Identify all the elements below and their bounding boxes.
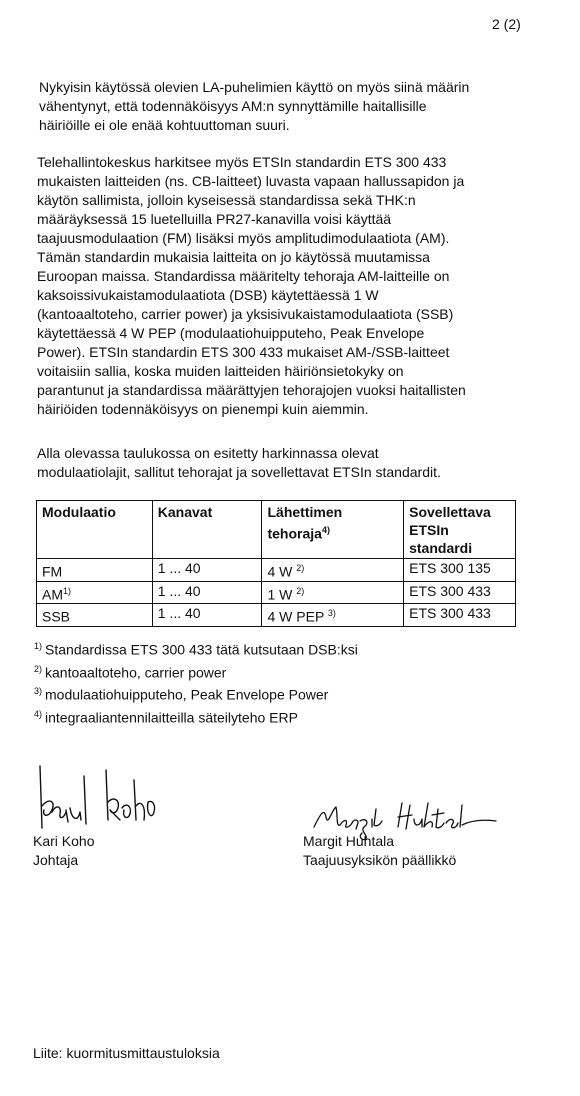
header-standard: Sovellettava ETSIn standardi (404, 501, 516, 559)
cell-standard: ETS 300 433 (404, 581, 516, 604)
signatory-left-name: Kari Koho (33, 833, 95, 849)
header-modulation: Modulaatio (37, 501, 153, 559)
footnote: $^{3)}$ modulaatiohuipputeho, Peak Envelope Power (34, 686, 329, 703)
cell-power: 4 W PEP $^{3)}$ (262, 604, 404, 627)
cell-modulation: AM$^{1)}$ (37, 581, 153, 604)
modulation-table (36, 500, 516, 627)
cell-power: 1 W $^{2)}$ (262, 581, 404, 604)
cell-channels: 1 ... 40 (152, 581, 262, 604)
signatory-right-name: Margit Huhtala (303, 833, 395, 849)
signatory-left-title: Johtaja (33, 852, 79, 868)
paragraph-table-intro: Alla olevassa taulukossa on esitetty harkinnassa olevat modulaatiolajit, sallitut tehorajat ja sovellettavat ETSIn standardit. (37, 445, 441, 480)
cell-standard: ETS 300 433 (404, 604, 516, 627)
table-header-row (37, 501, 516, 559)
header-channels: Kanavat (152, 501, 262, 559)
signatory-right (303, 832, 456, 870)
signatory-left (33, 832, 94, 870)
paragraph-main: Telehallintokeskus harkitsee myös ETSIn standardin ETS 300 433 mukaisten laitteiden (ns. CB-laitteet) luvasta vapaan hallussapidon ja käytön sallimista, jolloin kyseisessä standardissa sekä THK:n määräyksessä 15 luetelluilla PR27-kanavilla voisi käyttää taajuusmodulaation (FM) lisäksi myös amplitudimodulaatiota (AM). Tämän standardin mukaisia laitteita on jo käytössä muutamissa Euroopan maissa. Standardissa määritelty tehoraja AM-laitteille on kaksoissivukaistamodulaatiota (DSB) käytettäessä 1 W (kantoaaltoteho, carrier power) ja yksisivukaistamodulaatiota (SSB) käytettäessä 4 W PEP (modulaatiohuipputeho, Peak Envelope Power). ETSIn standardin ETS 300 433 mukaiset AM-/SSB-laitteet voitaisiin sallia, koska muiden laitteiden häiriönsietokyky on parantunut ja standardissa määrättyjen tehorajojen vuoksi haitallisten häiriöiden todennäköisyys on pienempi kuin aiemmin. (37, 154, 466, 417)
paragraph-intro: Nykyisin käytössä olevien LA-puhelimien käyttö on myös siinä määrin vähentynyt, että todennäköisyys AM:n synnyttämille haitallisille häiriöille ei ole enää kohtuuttoman suuri. (39, 79, 470, 133)
cell-modulation: FM (37, 559, 153, 582)
page-number: 2 (2) (492, 16, 521, 32)
footnote: $^{2)}$ kantoaaltoteho, carrier power (34, 663, 227, 681)
cell-modulation: SSB (37, 604, 153, 627)
footnote: $^{1)}$ Standardissa ETS 300 433 tätä kutsutaan DSB:ksi (34, 641, 358, 658)
cell-power: 4 W $^{2)}$ (262, 559, 404, 582)
signature-kari-koho (30, 758, 165, 833)
header-power: Lähettimen tehoraja$^{4)}$ (262, 501, 404, 559)
cell-standard: ETS 300 135 (404, 559, 516, 582)
footnote: $^{4)}$ integraaliantennilaitteilla säteilyteho ERP (34, 708, 298, 726)
table-row (37, 581, 516, 604)
footnotes (34, 637, 358, 728)
cell-channels: 1 ... 40 (152, 604, 262, 627)
attachment-note: Liite: kuormitusmittaustuloksia (33, 1045, 220, 1061)
table-row (37, 604, 516, 627)
table-row (37, 559, 516, 582)
signatory-right-title: Taajuusyksikön päällikkö (303, 852, 457, 868)
cell-channels: 1 ... 40 (152, 559, 262, 582)
